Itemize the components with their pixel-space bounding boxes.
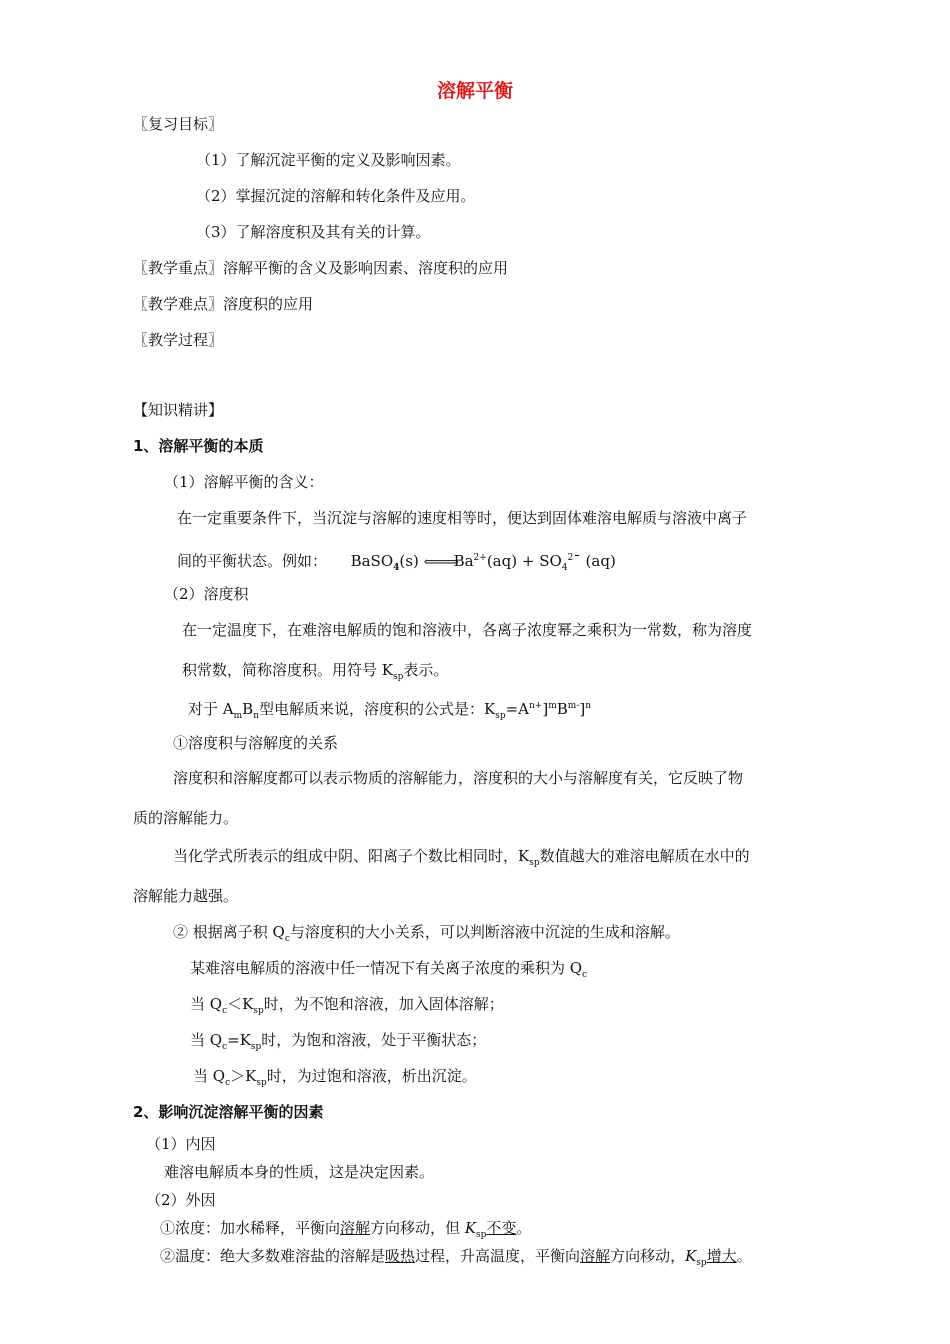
section-1-heading: 1、溶解平衡的本质 — [133, 437, 264, 455]
relation-line: 溶解能力越强。 — [133, 887, 239, 905]
equation: BaSO$_4$(s) $⟸⟹Ba^{2+}(aq)$ + $SO_4^2¯$ (aq) — [350, 552, 616, 573]
s1-p1-heading: （1）溶解平衡的含义： — [164, 473, 324, 491]
s1-p1-line1: 在一定重要条件下，当沉淀与溶解的速度相等时，便达到固体难溶电解质与溶液中离子 — [177, 509, 748, 527]
factor-temperature: ②温度：绝大多数难溶盐的溶解是吸热过程，升高温度，平衡向溶解方向移动，$K_{sp}$增大。 — [160, 1247, 752, 1268]
condition-supersaturated: 当 $Q_c>K_{sp}$时，为过饱和溶液，析出沉淀。 — [193, 1067, 477, 1088]
key-point: 〖教学重点〗溶解平衡的含义及影响因素、溶度积的应用 — [133, 259, 509, 277]
equilibrium-arrow-icon: ⟸⟹ — [423, 555, 457, 570]
outer-cause-heading: （2）外因 — [146, 1191, 216, 1209]
page-title: 溶解平衡 — [436, 80, 513, 102]
section-2-heading: 2、影响沉淀溶解平衡的因素 — [133, 1103, 324, 1121]
factor-concentration: ①浓度：加水稀释，平衡向溶解方向移动，但 $K_{sp}$不变。 — [160, 1219, 532, 1240]
goal-item: （3）了解溶度积及其有关的计算。 — [196, 223, 431, 241]
relation-line: 溶度积和溶解度都可以表示物质的溶解能力，溶度积的大小与溶解度有关，它反映了物 — [173, 769, 744, 787]
s1-p2-line1: 在一定温度下，在难溶电解质的饱和溶液中，各离子浓度幂之乘积为一常数，称为溶度 — [182, 621, 753, 639]
s1-p2-heading: （2）溶度积 — [164, 585, 249, 603]
condition-unsaturated: 当 $Q_c<K_{sp}$时，为不饱和溶液，加入固体溶解； — [190, 995, 504, 1016]
text: 间的平衡状态。例如： — [177, 552, 328, 570]
goal-item: （1）了解沉淀平衡的定义及影响因素。 — [196, 151, 461, 169]
process-heading: 〖教学过程〗 — [133, 331, 224, 349]
knowledge-heading: 【知识精讲】 — [133, 401, 224, 419]
goal-item: （2）掌握沉淀的溶解和转化条件及应用。 — [196, 187, 476, 205]
s1-p1-line2 — [177, 548, 616, 578]
relation-line: 当化学式所表示的组成中阴、阳离子个数比相同时，$K_{sp}$数值越大的难溶电解质在水中的 — [173, 847, 750, 868]
inner-cause-heading: （1）内因 — [146, 1135, 216, 1153]
solubility-product-formula: 对于 $A_mB_n$型电解质来说，溶度积的公式是：$K_{sp}=A^{n+}]^mB^{m-}]^n$ — [188, 700, 592, 721]
ion-product-heading: ② 根据离子积 $Q_c$与溶度积的大小关系，可以判断溶液中沉淀的生成和溶解。 — [173, 923, 680, 944]
s1-p2-line2: 积常数，简称溶度积。用符号 $K_{sp}$表示。 — [182, 661, 449, 682]
inner-cause-text: 难溶电解质本身的性质，这是决定因素。 — [164, 1163, 435, 1181]
difficulty: 〖教学难点〗溶度积的应用 — [133, 295, 314, 313]
goals-heading: 〖复习目标〗 — [133, 115, 224, 133]
relation-line: 质的溶解能力。 — [133, 809, 239, 827]
ion-product-line: 某难溶电解质的溶液中任一情况下有关离子浓度的乘积为 $Q_c$ — [190, 959, 588, 980]
relation-heading: ①溶度积与溶解度的关系 — [173, 734, 339, 752]
condition-saturated: 当 $Q_c=K_{sp}$时，为饱和溶液，处于平衡状态； — [190, 1031, 487, 1052]
